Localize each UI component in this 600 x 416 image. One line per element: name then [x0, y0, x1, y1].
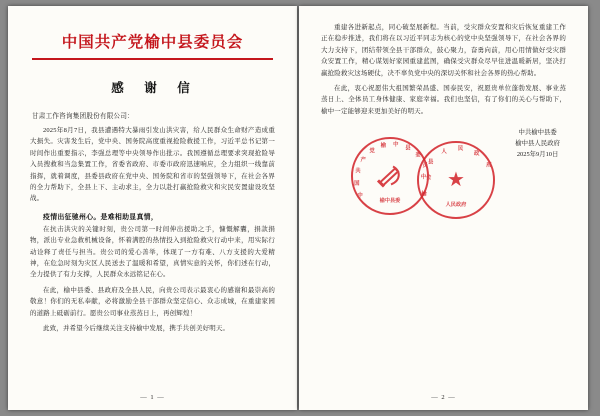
paragraph: 重建各进新起点，同心破坚展新程。当前，受灾群众安置和灾后恢复重建工作正在稳步推进，我们将在以习近平同志为核心的党中央坚强领导下，在社会各界的大力支持下，团结带领全县干部群众，鼓心聚力，奋勇向前，用心用情做好受灾群众安置工作，精心谋划好家园重建蓝图，确保受灾群众尽早住进温暖新居，坚决打赢抢险救灾这场硬仗，决不辜负党中央的深切关怀和社会各界的热心帮助。 [321, 24, 566, 77]
seal-ring-text: 榆 中 县 人 民 政 府 [420, 146, 492, 198]
page-right [299, 6, 588, 410]
letterhead-rule [32, 58, 273, 60]
signature-block [321, 123, 566, 241]
hammer-sickle-icon [375, 163, 405, 189]
star-icon: ★ [447, 169, 465, 192]
signer-date: 2025年9月10日 [516, 151, 559, 159]
signer-line-1: 中共榆中县委 [518, 129, 557, 137]
signer-lines [515, 127, 560, 160]
page-left [8, 6, 297, 410]
seal-ring-text: 中 国 共 产 党 榆 中 县 委 员 会 [354, 142, 432, 200]
page-number-left: — 1 — [140, 394, 165, 401]
document-spread [8, 6, 592, 410]
paragraph: 在此，榆中县委、县政府及全县人民，向贵公司表示最衷心的感谢和最崇高的敬意！你们的无私奉献，必将激励全县干部群众坚定信心、众志成城，在重建家园的道路上砥砺前行。愿贵公司事业蒸蒸日上，再创辉煌！ [30, 286, 275, 317]
paragraph: 此致，并希望今后继续关注支持榆中发展，携手共创美好明天。 [43, 325, 230, 333]
letterhead-title: 中国共产党榆中县委员会 [61, 34, 244, 51]
paragraph: 2025年8月7日，我县遭遇特大暴雨引发山洪灾害，给人民群众生命财产造成重大损失。灾害发生后，党中央、国务院高度重视抢险救援工作，习近平总书记第一时间作出重要指示，李强总理等中央领导作出批示。我国遵循总理要求突现抢险导入员搜救和当急集置工作，省委省政府、市委市政府迅速响应，全力组织一线靠前指挥，就着调度，县委县政府在党中央、国务院和省市的坚强领导下，在社会各界的全力帮助下，全县上下、主动求主，全力以赴打赢抢险救灾和灾民安置建设攻坚战。 [30, 127, 275, 203]
section-subhead: 疫情出征驰州心。是难相助显真情， [43, 213, 159, 221]
addressee-line: 甘肃工作咨询集团股份有限公司： [32, 113, 134, 120]
signer-line-2: 榆中县人民政府 [515, 140, 560, 148]
page-title: 感 谢 信 [111, 81, 194, 95]
paragraph: 在此，衷心祝愿伟大祖国繁荣昌盛、国泰民安，祝愿贵单位蓬勃发展、事业蒸蒸日上、全体员工身体健康、家庭幸福。我们也坚信，有了你们的关心与帮助下，榆中一定能够迎来更加美好的明天。 [321, 85, 566, 115]
page-number-right: — 2 — [431, 394, 456, 401]
seal-bottom-text: 人民政府 [445, 202, 467, 209]
government-seal [417, 141, 495, 219]
seal-bottom-text: 榆中县委 [379, 198, 401, 205]
paragraph: 在抗击洪灾的关键时刻，贵公司第一时间伸出援助之手，慷慨解囊，捐款捐物，派出专业急救机械设备，怀着满腔的热情投入到抢险救灾行动中来，用实际行动诠释了责任与担当。贵公司的爱心善举，体现了一方有难、八方支援的大爱精神，在危急时刻为灾区人民送去了温暖和希望，真情实意的关怀，你们述在行动，全力提供了有力支撑，人民群众永远铭记在心。 [30, 225, 275, 279]
